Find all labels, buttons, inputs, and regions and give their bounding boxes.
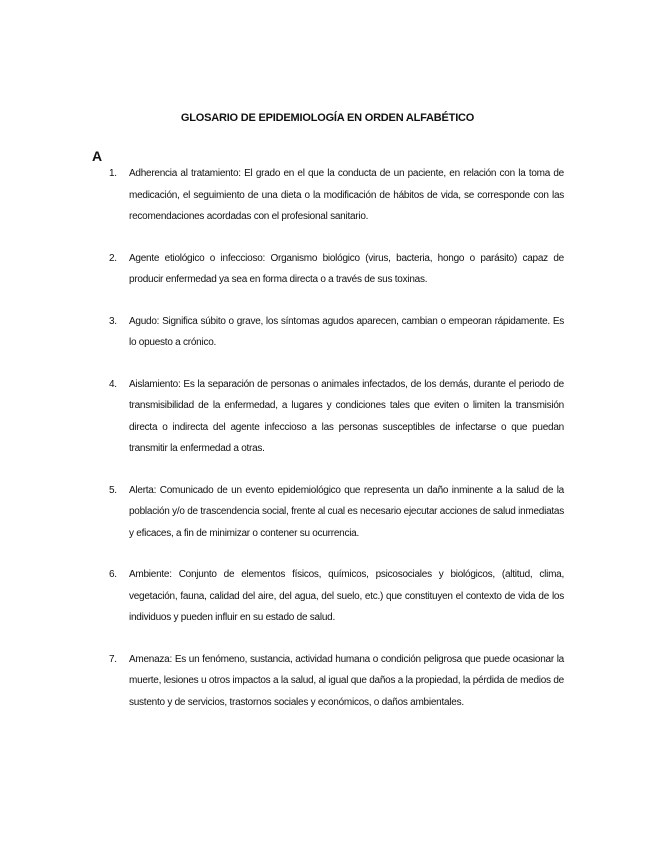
glossary-item — [0, 248, 655, 291]
glossary-item — [0, 480, 655, 545]
item-number: 4. — [109, 378, 117, 390]
page-title: GLOSARIO DE EPIDEMIOLOGÍA EN ORDEN ALFABÉTICO — [180, 112, 475, 124]
section-letter-heading: A — [92, 148, 103, 164]
item-text: Adherencia al tratamiento: El grado en el que la conducta de un paciente, en relación con la toma de medicación, el seguimiento de una dieta o la modificación de hábitos de vida, se corresponde con las recomendaciones acordadas con el profesional sanitario. — [129, 168, 564, 222]
item-number: 7. — [109, 653, 117, 665]
glossary-list — [0, 163, 655, 733]
item-number: 2. — [109, 252, 117, 264]
item-number: 6. — [109, 569, 117, 580]
item-number: 1. — [109, 168, 117, 179]
glossary-item — [0, 163, 655, 228]
item-number: 5. — [109, 484, 117, 496]
item-text: Agudo: Significa súbito o grave, los síntomas agudos aparecen, cambian o empeoran rápidamente. Es lo opuesto a crónico. — [129, 315, 564, 348]
item-text: Agente etiológico o infeccioso: Organismo biológico (virus, bacteria, hongo o parásito) capaz de producir enfermedad ya sea en forma directa o a través de sus toxinas. — [129, 252, 564, 285]
item-text: Ambiente: Conjunto de elementos físicos, químicos, psicosociales y biológicos, (altitud, clima, vegetación, fauna, calidad del aire, del agua, del suelo, etc.) que constituyen el contexto de vida de los individuos y pueden influir en su estado de salud. — [129, 569, 564, 623]
item-text: Alerta: Comunicado de un evento epidemiológico que representa un daño inminente a la salud de la población y/o de trascendencia social, frente al cual es necesario ejecutar acciones de salud inmediatas y eficaces, a fin de minimizar o contener su ocurrencia. — [129, 484, 564, 539]
item-text: Aislamiento: Es la separación de personas o animales infectados, de los demás, durante el periodo de transmisibilidad de la enfermedad, a lugares y condiciones tales que eviten o limiten la transmisión directa o indirecta del agente infeccioso a las personas susceptibles de infectarse o que puedan transmitir la enfermedad a otras. — [129, 378, 564, 454]
glossary-item — [0, 564, 655, 629]
glossary-item — [0, 649, 655, 714]
glossary-item — [0, 374, 655, 460]
glossary-item — [0, 311, 655, 354]
item-text: Amenaza: Es un fenómeno, sustancia, actividad humana o condición peligrosa que puede ocasionar la muerte, lesiones u otros impactos a la salud, al igual que daños a la propiedad, la pérdida de medios de sustento y de servicios, trastornos sociales y económicos, o daños ambientales. — [129, 653, 564, 708]
item-number: 3. — [109, 315, 117, 327]
